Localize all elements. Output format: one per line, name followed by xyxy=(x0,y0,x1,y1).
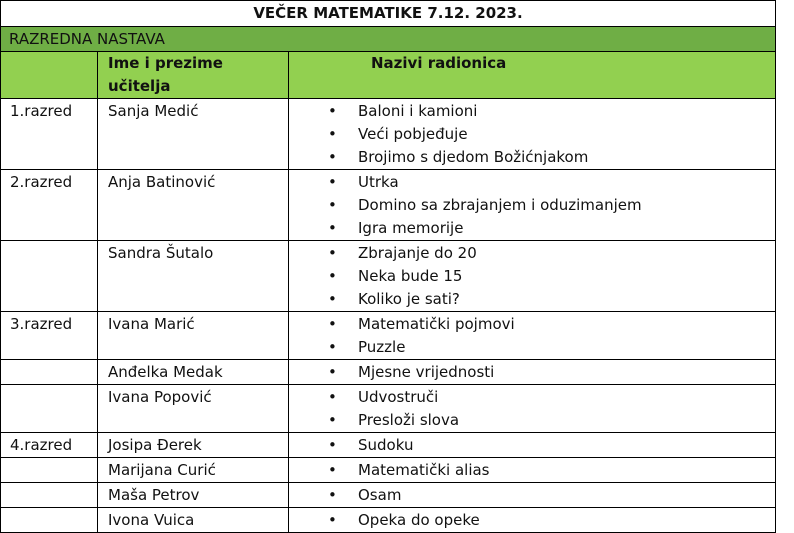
grade-cell xyxy=(1,385,98,433)
workshop-name: Opeka do opeke xyxy=(358,511,480,529)
grade-cell xyxy=(1,360,98,385)
workshop-item xyxy=(289,386,775,409)
workshop-name: Igra memorije xyxy=(358,219,464,237)
teacher-cell: Sandra Šutalo xyxy=(98,241,289,312)
workshop-item xyxy=(289,171,775,194)
header-teacher: Ime i prezime učitelja xyxy=(98,52,289,99)
table-row xyxy=(1,483,776,508)
teacher-cell: Ivana Popović xyxy=(98,385,289,433)
teacher-cell: Anđelka Medak xyxy=(98,360,289,385)
bullet-icon: • xyxy=(328,244,337,262)
workshop-name: Utrka xyxy=(358,173,399,191)
workshops-cell xyxy=(289,385,776,433)
bullet-icon: • xyxy=(328,148,337,166)
workshop-name: Baloni i kamioni xyxy=(358,102,478,120)
workshop-item xyxy=(289,123,775,146)
table-title: VEČER MATEMATIKE 7.12. 2023. xyxy=(1,1,776,27)
workshop-item xyxy=(289,459,775,482)
table-row xyxy=(1,433,776,458)
grade-cell xyxy=(1,483,98,508)
teacher-cell: Anja Batinović xyxy=(98,170,289,241)
section-row xyxy=(1,27,776,52)
workshop-item xyxy=(289,409,775,432)
bullet-icon: • xyxy=(328,461,337,479)
workshop-item xyxy=(289,146,775,169)
table-row xyxy=(1,170,776,241)
bullet-icon: • xyxy=(328,436,337,454)
workshops-cell xyxy=(289,508,776,533)
grade-cell xyxy=(1,241,98,312)
workshop-name: Koliko je sati? xyxy=(358,290,460,308)
workshop-name: Mjesne vrijednosti xyxy=(358,363,495,381)
table-row xyxy=(1,360,776,385)
workshop-item xyxy=(289,217,775,240)
workshop-name: Udvostruči xyxy=(358,388,439,406)
workshops-cell xyxy=(289,360,776,385)
teacher-cell: Marijana Curić xyxy=(98,458,289,483)
workshop-item xyxy=(289,484,775,507)
grade-cell: 3.razred xyxy=(1,312,98,360)
bullet-icon: • xyxy=(328,219,337,237)
workshops-cell xyxy=(289,483,776,508)
teacher-cell: Maša Petrov xyxy=(98,483,289,508)
table-row xyxy=(1,385,776,433)
workshop-name: Domino sa zbrajanjem i oduzimanjem xyxy=(358,196,642,214)
workshops-cell xyxy=(289,433,776,458)
workshop-list xyxy=(289,386,775,432)
bullet-icon: • xyxy=(328,315,337,333)
workshop-name: Neka bude 15 xyxy=(358,267,463,285)
bullet-icon: • xyxy=(328,267,337,285)
workshop-list xyxy=(289,484,775,507)
bullet-icon: • xyxy=(328,290,337,308)
grade-cell: 2.razred xyxy=(1,170,98,241)
table-row xyxy=(1,312,776,360)
workshop-list xyxy=(289,459,775,482)
header-row xyxy=(1,52,776,99)
workshop-list xyxy=(289,313,775,359)
workshops-cell xyxy=(289,458,776,483)
workshops-cell xyxy=(289,312,776,360)
workshops-cell xyxy=(289,170,776,241)
workshop-name: Matematički alias xyxy=(358,461,490,479)
workshop-item xyxy=(289,434,775,457)
table-row xyxy=(1,241,776,312)
table-row xyxy=(1,99,776,170)
bullet-icon: • xyxy=(328,173,337,191)
workshop-list xyxy=(289,434,775,457)
workshop-item xyxy=(289,313,775,336)
workshop-name: Sudoku xyxy=(358,436,414,454)
workshop-name: Veći pobjeđuje xyxy=(358,125,468,143)
workshop-name: Zbrajanje do 20 xyxy=(358,244,477,262)
header-workshops: Nazivi radionica xyxy=(289,52,776,99)
workshop-item xyxy=(289,100,775,123)
workshop-item xyxy=(289,194,775,217)
bullet-icon: • xyxy=(328,125,337,143)
teacher-cell: Ivana Marić xyxy=(98,312,289,360)
workshop-list xyxy=(289,361,775,384)
workshop-name: Presloži slova xyxy=(358,411,460,429)
workshop-list xyxy=(289,171,775,240)
teacher-cell: Ivona Vuica xyxy=(98,508,289,533)
workshop-list xyxy=(289,100,775,169)
workshop-list xyxy=(289,242,775,311)
teacher-cell: Sanja Medić xyxy=(98,99,289,170)
workshop-item xyxy=(289,361,775,384)
bullet-icon: • xyxy=(328,338,337,356)
bullet-icon: • xyxy=(328,411,337,429)
workshops-cell xyxy=(289,99,776,170)
grade-cell: 1.razred xyxy=(1,99,98,170)
workshop-name: Puzzle xyxy=(358,338,406,356)
workshop-list xyxy=(289,509,775,532)
workshop-item xyxy=(289,242,775,265)
workshop-item xyxy=(289,509,775,532)
table-row xyxy=(1,458,776,483)
bullet-icon: • xyxy=(328,511,337,529)
bullet-icon: • xyxy=(328,363,337,381)
grade-cell xyxy=(1,508,98,533)
workshop-item xyxy=(289,336,775,359)
grade-cell xyxy=(1,458,98,483)
workshop-item xyxy=(289,265,775,288)
title-row xyxy=(1,1,776,27)
bullet-icon: • xyxy=(328,486,337,504)
teacher-cell: Josipa Đerek xyxy=(98,433,289,458)
bullet-icon: • xyxy=(328,388,337,406)
workshops-cell xyxy=(289,241,776,312)
bullet-icon: • xyxy=(328,196,337,214)
header-grade xyxy=(1,52,98,99)
workshop-name: Osam xyxy=(358,486,402,504)
workshop-name: Brojimo s djedom Božićnjakom xyxy=(358,148,589,166)
table-row xyxy=(1,508,776,533)
grade-cell: 4.razred xyxy=(1,433,98,458)
workshop-name: Matematički pojmovi xyxy=(358,315,515,333)
bullet-icon: • xyxy=(328,102,337,120)
workshop-item xyxy=(289,288,775,311)
section-label: RAZREDNA NASTAVA xyxy=(1,27,776,52)
